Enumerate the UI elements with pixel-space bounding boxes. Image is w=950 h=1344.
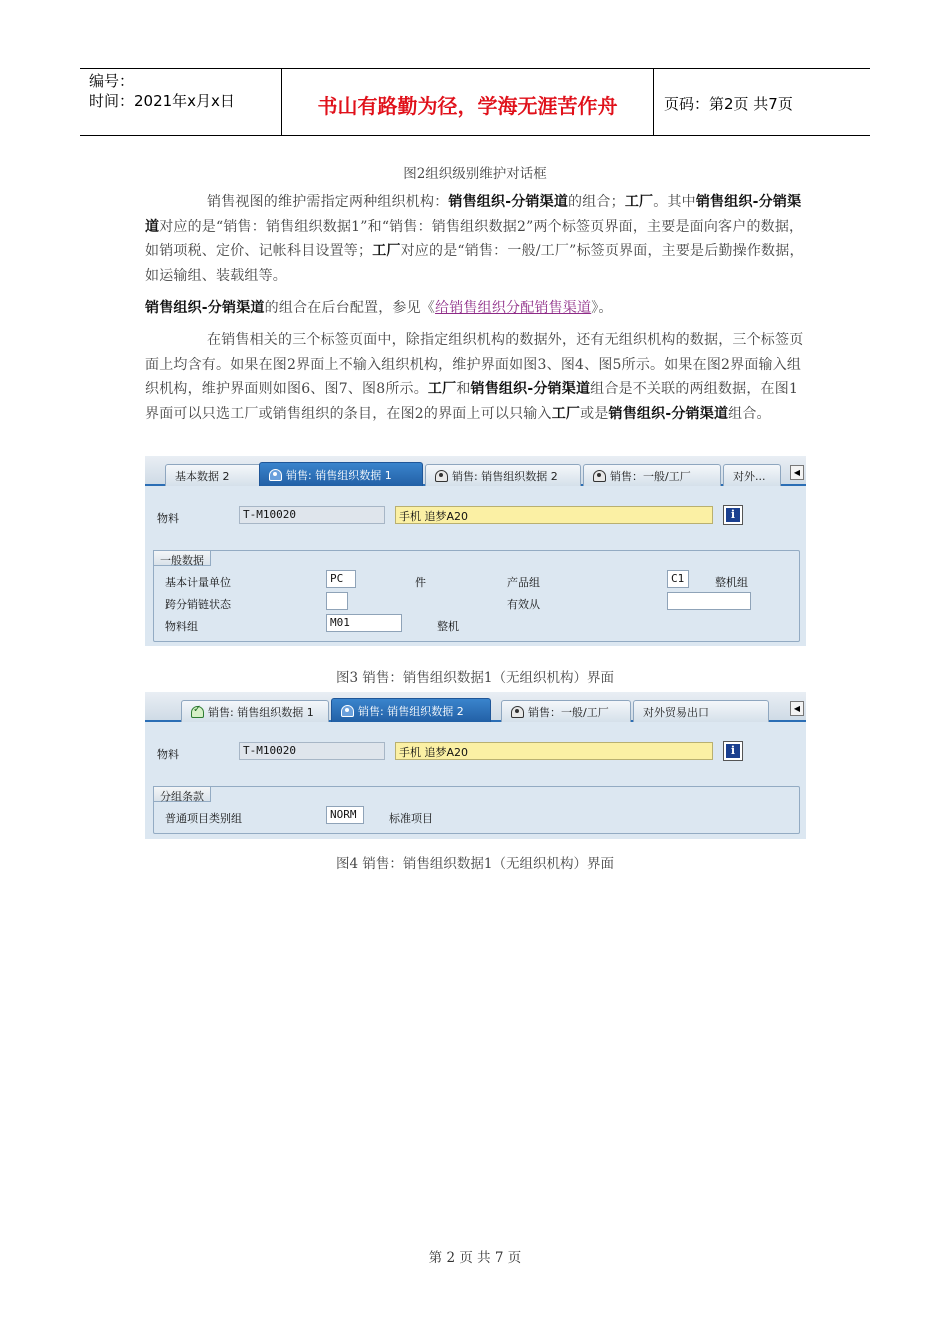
info-icon: i (726, 508, 740, 522)
valid-from-label: 有效从 (507, 598, 540, 611)
para3-bold-3: 工厂 (551, 405, 581, 422)
tab-foreign-trade[interactable] (723, 464, 781, 486)
tab-basic-data-2[interactable] (165, 464, 267, 486)
para1-bold-3: 销售组织-分销渠道 (145, 194, 802, 235)
para3-bold-1: 工厂 (427, 381, 457, 397)
para1-bold-2: 工厂 (624, 194, 654, 210)
date-label: 时间：2021年x月x日 (89, 92, 235, 110)
tab-sales-org-2[interactable] (331, 698, 491, 722)
sap-screen-sales-org-2 (145, 692, 806, 839)
para3-text-5: 组合。 (728, 405, 771, 422)
para1-bold-1: 销售组织-分销渠道 (448, 194, 569, 210)
material-label: 物料 (157, 512, 179, 525)
tab-label: 销售: 销售组织数据 1 (208, 705, 314, 719)
cross-dist-status-field[interactable] (326, 592, 348, 610)
tab-sales-org-1[interactable] (259, 462, 423, 486)
base-uom-text: 件 (415, 576, 426, 589)
document-header (80, 68, 870, 136)
tab-sales-org-1[interactable] (181, 700, 329, 722)
material-group-label: 物料组 (165, 620, 198, 633)
sap-screen-sales-org-1 (145, 456, 806, 646)
tab-status-icon (341, 705, 354, 717)
para3-bold-4: 销售组织-分销渠道 (608, 405, 729, 422)
group-title: 一般数据 (153, 550, 211, 566)
para3-text-1: 在销售相关的三个标签页面中，除指定组织机构的数据外，还有无组织机构的数据，三个标签页面上均含有。如果在图2界面上不输入组织机构，维护界面如图3、图4、图5所示。如果在图2界面输入组织机构，维护界面则如图6、图7、图8所示。 (145, 332, 804, 397)
caption-fig2: 图2组织级别维护对话框 (403, 166, 547, 182)
material-group-field[interactable]: M01 (326, 614, 402, 632)
header-page-info: 页码：第2页 共7页 (664, 94, 793, 113)
group-title: 分组条款 (153, 786, 211, 802)
info-button[interactable] (723, 505, 743, 525)
para3-text-2: 和 (456, 381, 471, 397)
para3-text-4: 或是 (580, 405, 609, 422)
valid-from-field[interactable] (667, 592, 751, 610)
tab-sales-general-plant[interactable] (583, 464, 721, 486)
para3-text-3: 组合是不关联的两组数据，在图1界面可以只选工厂或销售组织的条目，在图2的界面上可以只输入 (145, 381, 799, 422)
para3-bold-2: 销售组织-分销渠道 (470, 381, 591, 397)
info-button[interactable] (723, 741, 743, 761)
item-category-group-field[interactable]: NORM (326, 806, 364, 824)
paragraph-3 (145, 328, 810, 426)
material-group-text: 整机 (437, 620, 459, 633)
tab-label: 销售：一般/工厂 (528, 705, 609, 719)
header-motto: 书山有路勤为径，学海无涯苦作舟 (282, 69, 654, 135)
tab-label: 对外... (733, 469, 766, 483)
tabstrip (145, 692, 806, 722)
tab-status-icon (511, 706, 524, 718)
paragraph-2 (145, 296, 810, 321)
tab-label: 销售: 销售组织数据 1 (286, 468, 392, 482)
division-label: 产品组 (507, 576, 540, 589)
page-footer: 第 2 页 共 7 页 (428, 1250, 522, 1266)
division-field[interactable]: C1 (667, 570, 689, 588)
number-label: 编号： (89, 72, 135, 90)
material-field[interactable]: T-M10020 (239, 742, 385, 760)
para2-text-1: 的组合在后台配置，参见《 (264, 300, 436, 316)
tab-scroll-left-icon[interactable]: ◀ (790, 465, 804, 480)
reference-link[interactable]: 给销售组织分配销售渠道 (435, 300, 592, 316)
para1-text-1: 销售视图的维护需指定两种组织机构： (207, 194, 449, 210)
material-description-field[interactable]: 手机 追梦A20 (395, 506, 713, 524)
para2-bold-1: 销售组织-分销渠道 (145, 300, 265, 316)
material-field[interactable]: T-M10020 (239, 506, 385, 524)
para2-text-2: 》。 (591, 300, 613, 316)
tab-label: 销售: 销售组织数据 2 (452, 469, 558, 483)
para1-text-5: 对应的是“销售：一般/工厂”标签页界面，主要是后勤操作数据，如运输组、装载组等。 (145, 243, 804, 284)
tab-label: 销售：一般/工厂 (610, 469, 691, 483)
tab-status-icon (593, 470, 606, 482)
tab-check-icon (191, 706, 204, 718)
tab-status-icon (435, 470, 448, 482)
paragraph-1 (145, 190, 810, 288)
para1-text-4: 对应的是“销售：销售组织数据1”和“销售：销售组织数据2”两个标签页界面，主要是面向客户的数据，如销项税、定价、记帐科目设置等； (145, 218, 804, 259)
tabstrip (145, 456, 806, 486)
header-meta (80, 69, 282, 135)
tab-label: 销售: 销售组织数据 2 (358, 704, 464, 718)
tab-sales-org-2[interactable] (425, 464, 581, 486)
grouping-terms-group (153, 786, 800, 834)
base-uom-label: 基本计量单位 (165, 576, 231, 589)
para1-text-2: 的组合； (568, 194, 625, 210)
caption-fig3: 图3 销售：销售组织数据1（无组织机构）界面 (336, 670, 614, 686)
tab-foreign-trade-export[interactable] (633, 700, 769, 722)
tab-status-icon (269, 469, 282, 481)
tab-sales-general-plant[interactable] (501, 700, 631, 722)
tab-label: 基本数据 2 (175, 469, 230, 483)
material-label: 物料 (157, 748, 179, 761)
info-icon: i (726, 744, 740, 758)
item-category-group-text: 标准项目 (389, 812, 433, 825)
item-category-group-label: 普通项目类别组 (165, 812, 242, 825)
para1-bold-4: 工厂 (372, 243, 401, 259)
division-text: 整机组 (715, 576, 748, 589)
base-uom-field[interactable]: PC (326, 570, 356, 588)
para1-text-3: 。其中 (653, 194, 696, 210)
cross-dist-status-label: 跨分销链状态 (165, 598, 231, 611)
tab-label: 对外贸易出口 (643, 705, 709, 719)
caption-fig4: 图4 销售：销售组织数据1（无组织机构）界面 (336, 856, 614, 872)
material-description-field[interactable]: 手机 追梦A20 (395, 742, 713, 760)
tab-scroll-left-icon[interactable]: ◀ (790, 701, 804, 716)
